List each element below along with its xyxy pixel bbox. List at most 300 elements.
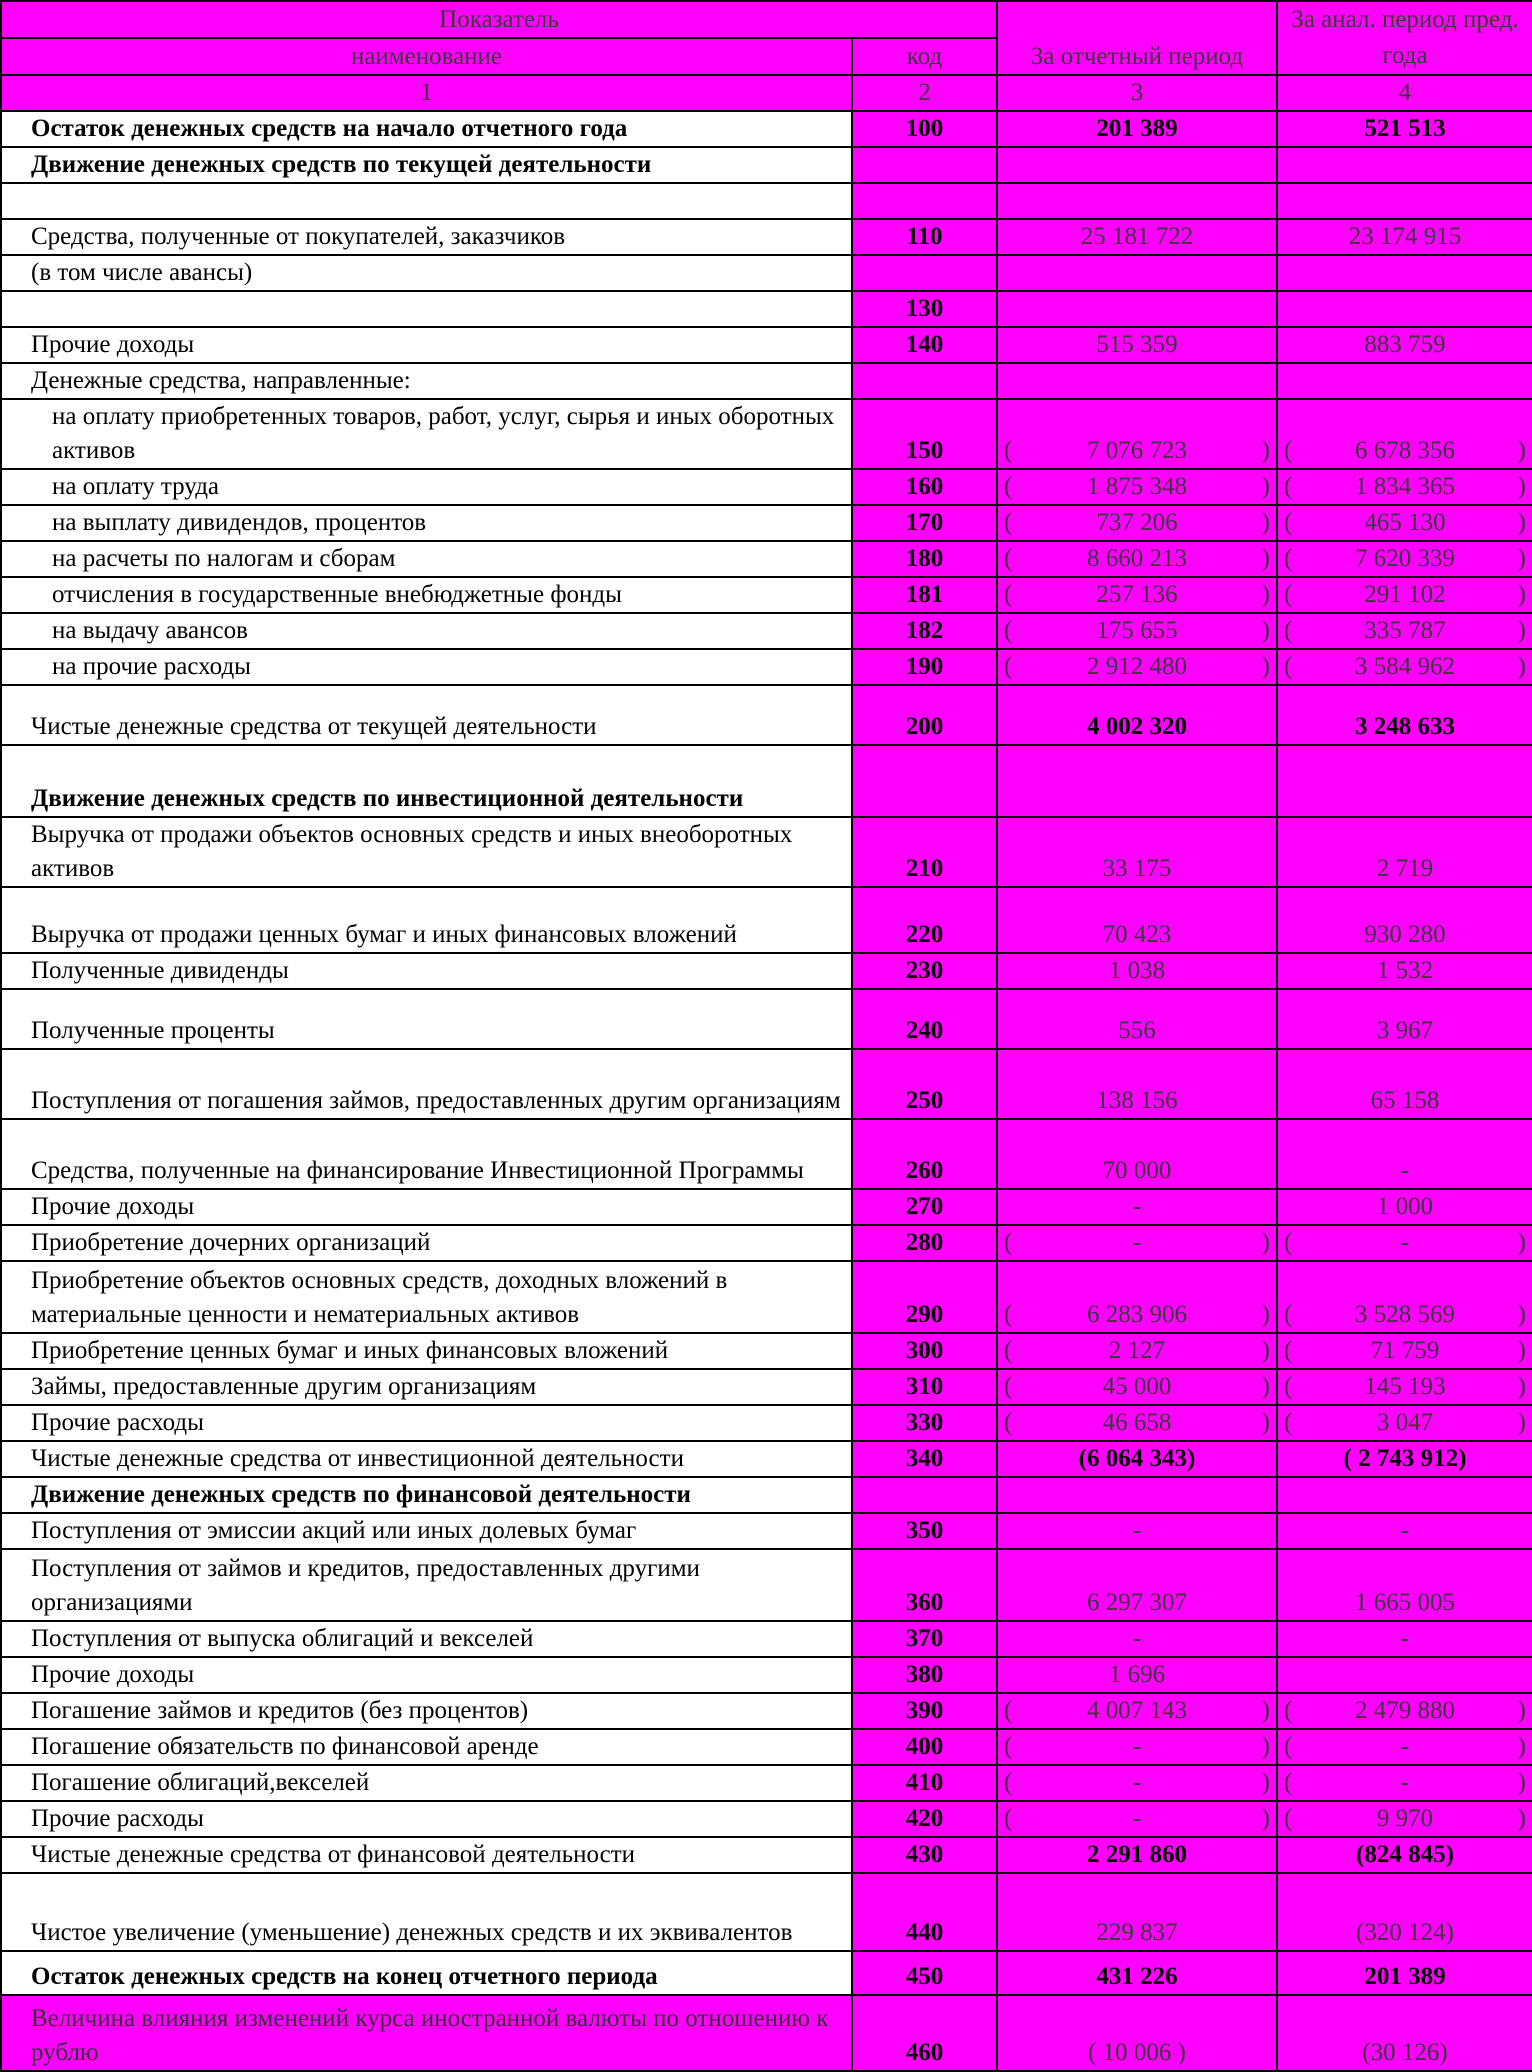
row-name: Прочие доходы <box>1 1657 852 1693</box>
row-name: Чистые денежные средства от инвестиционной деятельности <box>1 1441 852 1477</box>
value-text: 8 660 213 <box>1087 545 1187 572</box>
paren-close: ) <box>1261 1301 1270 1328</box>
paren-open: ( <box>1004 1373 1013 1400</box>
value-text: 23 174 915 <box>1348 223 1462 250</box>
value-text: - <box>1400 1625 1410 1652</box>
paren-open: ( <box>1284 1373 1293 1400</box>
row-code: 380 <box>852 1657 997 1693</box>
table-row <box>1 111 1532 147</box>
row-value-current <box>997 989 1277 1049</box>
table-body <box>1 111 1532 2071</box>
value-text: 145 193 <box>1364 1373 1446 1400</box>
value-text: - <box>1132 1193 1142 1220</box>
paren-close: ) <box>1261 617 1270 644</box>
table-row <box>1 817 1532 887</box>
paren-open: ( <box>1284 1337 1293 1364</box>
table-row <box>1 1189 1532 1225</box>
row-value-current <box>997 1333 1277 1369</box>
row-value-previous <box>1277 1119 1532 1189</box>
row-code: 250 <box>852 1049 997 1119</box>
row-code: 340 <box>852 1441 997 1477</box>
row-value-previous <box>1277 1729 1532 1765</box>
table-row <box>1 363 1532 399</box>
paren-close: ) <box>1517 509 1526 536</box>
row-value-previous <box>1277 111 1532 147</box>
row-value-previous <box>1277 613 1532 649</box>
row-value-current <box>997 291 1277 327</box>
paren-close: ) <box>1517 1733 1526 1760</box>
row-value-previous <box>1277 1369 1532 1405</box>
paren-open: ( <box>1284 473 1293 500</box>
row-value-previous <box>1277 685 1532 745</box>
paren-close: ) <box>1261 1769 1270 1796</box>
header-code: код <box>852 38 997 75</box>
paren-close: ) <box>1517 581 1526 608</box>
value-text: 33 175 <box>1102 855 1172 882</box>
value-text: 175 655 <box>1096 617 1178 644</box>
row-value-current <box>997 255 1277 291</box>
row-value-previous <box>1277 1951 1532 1995</box>
row-value-previous <box>1277 887 1532 953</box>
table-row <box>1 1765 1532 1801</box>
row-code: 182 <box>852 613 997 649</box>
row-code: 130 <box>852 291 997 327</box>
row-value-current <box>997 887 1277 953</box>
row-value-current <box>997 219 1277 255</box>
row-name: Займы, предоставленные другим организациям <box>1 1369 852 1405</box>
row-code <box>852 255 997 291</box>
value-text: 3 047 <box>1376 1409 1434 1436</box>
table-row <box>1 1225 1532 1261</box>
row-name: Погашение обязательств по финансовой аренде <box>1 1729 852 1765</box>
value-text: 291 102 <box>1364 581 1446 608</box>
row-value-previous <box>1277 363 1532 399</box>
row-code: 110 <box>852 219 997 255</box>
row-code <box>852 183 997 219</box>
row-code: 100 <box>852 111 997 147</box>
table-row <box>1 1995 1532 2071</box>
value-text: 2 291 860 <box>1087 1841 1187 1868</box>
paren-open: ( <box>1284 617 1293 644</box>
value-text: 201 389 <box>1364 1963 1446 1990</box>
paren-open: ( <box>1284 545 1293 572</box>
row-value-previous <box>1277 817 1532 887</box>
value-text: 556 <box>1118 1017 1156 1044</box>
row-value-previous <box>1277 1405 1532 1441</box>
row-value-previous <box>1277 219 1532 255</box>
value-text: 6 678 356 <box>1355 437 1455 464</box>
row-name: на оплату труда <box>1 469 852 505</box>
value-text: 1 000 <box>1376 1193 1434 1220</box>
table-row <box>1 541 1532 577</box>
paren-open: ( <box>1004 437 1013 464</box>
value-text: - <box>1400 1157 1410 1184</box>
value-text: 465 130 <box>1364 509 1446 536</box>
row-code: 460 <box>852 1995 997 2071</box>
paren-open: ( <box>1004 1229 1013 1256</box>
row-code: 410 <box>852 1765 997 1801</box>
value-text: (6 064 343) <box>1078 1445 1196 1472</box>
row-code: 300 <box>852 1333 997 1369</box>
row-value-previous <box>1277 291 1532 327</box>
row-code: 420 <box>852 1801 997 1837</box>
row-value-previous <box>1277 147 1532 183</box>
value-text: 4 007 143 <box>1087 1697 1187 1724</box>
row-code <box>852 1477 997 1513</box>
header-col-4: 4 <box>1277 75 1532 111</box>
row-code: 200 <box>852 685 997 745</box>
value-text: 4 002 320 <box>1087 713 1187 740</box>
value-text: 257 136 <box>1096 581 1178 608</box>
row-code: 181 <box>852 577 997 613</box>
row-value-previous <box>1277 953 1532 989</box>
paren-close: ) <box>1517 1337 1526 1364</box>
row-code: 360 <box>852 1549 997 1621</box>
table-row <box>1 147 1532 183</box>
value-text: 65 158 <box>1370 1087 1440 1114</box>
table-row <box>1 1549 1532 1621</box>
table-row <box>1 685 1532 745</box>
table-row <box>1 989 1532 1049</box>
value-text: 3 967 <box>1376 1017 1434 1044</box>
row-value-current <box>997 1995 1277 2071</box>
paren-close: ) <box>1261 653 1270 680</box>
paren-close: ) <box>1517 1769 1526 1796</box>
value-text: 1 532 <box>1376 957 1434 984</box>
row-name: Выручка от продажи ценных бумаг и иных финансовых вложений <box>1 887 852 953</box>
row-name: Чистое увеличение (уменьшение) денежных средств и их эквивалентов <box>1 1873 852 1951</box>
paren-close: ) <box>1261 1733 1270 1760</box>
value-text: 7 076 723 <box>1087 437 1187 464</box>
row-name: Прочие доходы <box>1 327 852 363</box>
value-text: 737 206 <box>1096 509 1178 536</box>
value-text: 70 000 <box>1102 1157 1172 1184</box>
header-col-3: 3 <box>997 75 1277 111</box>
table-row <box>1 1261 1532 1333</box>
row-code: 160 <box>852 469 997 505</box>
value-text: - <box>1400 1769 1410 1796</box>
table-row <box>1 1657 1532 1693</box>
row-value-previous <box>1277 183 1532 219</box>
value-text: 71 759 <box>1370 1337 1440 1364</box>
row-value-current <box>997 1873 1277 1951</box>
row-value-current <box>997 469 1277 505</box>
row-value-current <box>997 1477 1277 1513</box>
row-name: (в том числе авансы) <box>1 255 852 291</box>
row-code: 150 <box>852 399 997 469</box>
paren-open: ( <box>1284 1229 1293 1256</box>
paren-close: ) <box>1517 545 1526 572</box>
row-value-previous <box>1277 1333 1532 1369</box>
row-value-previous <box>1277 1693 1532 1729</box>
paren-open: ( <box>1284 653 1293 680</box>
row-name: Прочие расходы <box>1 1801 852 1837</box>
value-text: - <box>1132 1229 1142 1256</box>
row-code: 240 <box>852 989 997 1049</box>
value-text: - <box>1132 1769 1142 1796</box>
table-row <box>1 1369 1532 1405</box>
row-value-current <box>997 1225 1277 1261</box>
row-name <box>1 183 852 219</box>
row-value-current <box>997 1765 1277 1801</box>
row-value-previous <box>1277 1049 1532 1119</box>
header-col-2: 2 <box>852 75 997 111</box>
paren-open: ( <box>1284 1697 1293 1724</box>
paren-close: ) <box>1261 509 1270 536</box>
header-indicator: Показатель <box>1 1 997 38</box>
row-value-previous <box>1277 327 1532 363</box>
paren-open: ( <box>1004 617 1013 644</box>
table-row <box>1 1477 1532 1513</box>
row-value-current <box>997 745 1277 817</box>
paren-open: ( <box>1004 581 1013 608</box>
paren-close: ) <box>1517 1805 1526 1832</box>
paren-open: ( <box>1004 1697 1013 1724</box>
paren-open: ( <box>1284 437 1293 464</box>
header-previous-period: За анал. период пред. года <box>1277 1 1532 75</box>
row-name: Денежные средства, направленные: <box>1 363 852 399</box>
row-code: 190 <box>852 649 997 685</box>
value-text: - <box>1400 1229 1410 1256</box>
row-name: Поступления от эмиссии акций или иных долевых бумаг <box>1 1513 852 1549</box>
row-value-current <box>997 1621 1277 1657</box>
value-text: 883 759 <box>1364 331 1446 358</box>
row-name: отчисления в государственные внебюджетные фонды <box>1 577 852 613</box>
row-value-current <box>997 953 1277 989</box>
row-code <box>852 363 997 399</box>
table-header <box>1 1 1532 111</box>
row-value-current <box>997 1119 1277 1189</box>
paren-open: ( <box>1004 1769 1013 1796</box>
row-code: 230 <box>852 953 997 989</box>
row-name: Поступления от погашения займов, предоставленных другим организациям <box>1 1049 852 1119</box>
value-text: 2 719 <box>1376 855 1434 882</box>
header-current-period: За отчетный период <box>997 1 1277 75</box>
paren-open: ( <box>1004 1805 1013 1832</box>
paren-close: ) <box>1261 1409 1270 1436</box>
value-text: 335 787 <box>1364 617 1446 644</box>
table-row <box>1 219 1532 255</box>
row-code: 430 <box>852 1837 997 1873</box>
table-row <box>1 577 1532 613</box>
value-text: 2 479 880 <box>1355 1697 1455 1724</box>
value-text: 70 423 <box>1102 921 1172 948</box>
row-code: 170 <box>852 505 997 541</box>
row-value-previous <box>1277 577 1532 613</box>
table-row <box>1 1951 1532 1995</box>
row-value-previous <box>1277 541 1532 577</box>
row-name: Чистые денежные средства от финансовой деятельности <box>1 1837 852 1873</box>
row-code: 180 <box>852 541 997 577</box>
paren-close: ) <box>1261 473 1270 500</box>
paren-open: ( <box>1284 1805 1293 1832</box>
row-code: 350 <box>852 1513 997 1549</box>
row-name: Прочие доходы <box>1 1189 852 1225</box>
row-value-current <box>997 327 1277 363</box>
paren-close: ) <box>1261 1805 1270 1832</box>
value-text: 930 280 <box>1364 921 1446 948</box>
row-code: 370 <box>852 1621 997 1657</box>
value-text: 2 127 <box>1108 1337 1166 1364</box>
paren-close: ) <box>1517 473 1526 500</box>
value-text: ( 10 006 ) <box>1088 2039 1186 2066</box>
row-value-previous <box>1277 1657 1532 1693</box>
row-name: Приобретение ценных бумаг и иных финансовых вложений <box>1 1333 852 1369</box>
value-text: 229 837 <box>1096 1919 1178 1946</box>
table-row <box>1 183 1532 219</box>
header-name: наименование <box>1 38 852 75</box>
paren-close: ) <box>1261 545 1270 572</box>
row-value-current <box>997 577 1277 613</box>
row-value-previous <box>1277 1261 1532 1333</box>
row-value-current <box>997 541 1277 577</box>
row-value-current <box>997 1693 1277 1729</box>
row-code <box>852 745 997 817</box>
row-code: 390 <box>852 1693 997 1729</box>
value-text: 3 584 962 <box>1355 653 1455 680</box>
value-text: - <box>1132 1733 1142 1760</box>
row-name: Величина влияния изменений курса иностранной валюты по отношению к рублю <box>1 1995 852 2071</box>
table-row <box>1 1405 1532 1441</box>
row-value-current <box>997 817 1277 887</box>
row-code: 220 <box>852 887 997 953</box>
paren-close: ) <box>1517 1373 1526 1400</box>
row-name: Движение денежных средств по инвестиционной деятельности <box>1 745 852 817</box>
row-name: Полученные проценты <box>1 989 852 1049</box>
row-value-current <box>997 1049 1277 1119</box>
value-text: - <box>1400 1733 1410 1760</box>
row-value-current <box>997 1801 1277 1837</box>
row-value-previous <box>1277 1873 1532 1951</box>
value-text: 201 389 <box>1096 115 1178 142</box>
row-value-previous <box>1277 745 1532 817</box>
paren-open: ( <box>1004 1337 1013 1364</box>
value-text: 1 875 348 <box>1087 473 1187 500</box>
table-row <box>1 1049 1532 1119</box>
row-name: Поступления от выпуска облигаций и векселей <box>1 1621 852 1657</box>
value-text: 1 665 005 <box>1355 1589 1455 1616</box>
paren-open: ( <box>1284 1301 1293 1328</box>
table-row <box>1 1801 1532 1837</box>
row-value-current <box>997 1951 1277 1995</box>
row-name: Движение денежных средств по текущей деятельности <box>1 147 852 183</box>
row-value-previous <box>1277 255 1532 291</box>
row-name: Погашение займов и кредитов (без процентов) <box>1 1693 852 1729</box>
row-value-current <box>997 1657 1277 1693</box>
value-text: (320 124) <box>1356 1919 1454 1946</box>
row-value-previous <box>1277 649 1532 685</box>
value-text: 1 834 365 <box>1355 473 1455 500</box>
row-name: на оплату приобретенных товаров, работ, услуг, сырья и иных оборотных активов <box>1 399 852 469</box>
value-text: 521 513 <box>1364 115 1446 142</box>
row-code: 310 <box>852 1369 997 1405</box>
row-value-previous <box>1277 399 1532 469</box>
row-value-current <box>997 1405 1277 1441</box>
row-name: Чистые денежные средства от текущей деятельности <box>1 685 852 745</box>
paren-close: ) <box>1517 617 1526 644</box>
row-value-current <box>997 685 1277 745</box>
table-row <box>1 745 1532 817</box>
row-value-previous <box>1277 469 1532 505</box>
row-name <box>1 291 852 327</box>
row-name: Остаток денежных средств на конец отчетного периода <box>1 1951 852 1995</box>
row-value-current <box>997 1189 1277 1225</box>
table-row <box>1 1441 1532 1477</box>
table-row <box>1 1621 1532 1657</box>
paren-close: ) <box>1517 1229 1526 1256</box>
row-code: 290 <box>852 1261 997 1333</box>
row-value-previous <box>1277 1765 1532 1801</box>
paren-open: ( <box>1004 653 1013 680</box>
row-value-current <box>997 183 1277 219</box>
row-name: на выплату дивидендов, процентов <box>1 505 852 541</box>
value-text: 25 181 722 <box>1080 223 1194 250</box>
paren-open: ( <box>1004 545 1013 572</box>
row-code: 330 <box>852 1405 997 1441</box>
value-text: 7 620 339 <box>1355 545 1455 572</box>
paren-open: ( <box>1004 1733 1013 1760</box>
table-row <box>1 613 1532 649</box>
table-row <box>1 1513 1532 1549</box>
value-text: 1 038 <box>1108 957 1166 984</box>
row-name: Приобретение объектов основных средств, доходных вложений в материальные ценности и нематериальных активов <box>1 1261 852 1333</box>
paren-close: ) <box>1261 1697 1270 1724</box>
row-value-previous <box>1277 1441 1532 1477</box>
header-col-1: 1 <box>1 75 852 111</box>
paren-open: ( <box>1004 1301 1013 1328</box>
paren-close: ) <box>1261 581 1270 608</box>
row-code <box>852 147 997 183</box>
value-text: 2 912 480 <box>1087 653 1187 680</box>
paren-open: ( <box>1284 1733 1293 1760</box>
row-name: Полученные дивиденды <box>1 953 852 989</box>
table-row <box>1 327 1532 363</box>
row-value-previous <box>1277 989 1532 1049</box>
row-value-current <box>997 399 1277 469</box>
paren-close: ) <box>1517 1409 1526 1436</box>
row-code: 270 <box>852 1189 997 1225</box>
value-text: - <box>1132 1805 1142 1832</box>
value-text: (30 126) <box>1362 2039 1448 2066</box>
row-value-previous <box>1277 1549 1532 1621</box>
table-row <box>1 1693 1532 1729</box>
row-value-current <box>997 1261 1277 1333</box>
row-name: на прочие расходы <box>1 649 852 685</box>
table-row <box>1 255 1532 291</box>
table-row <box>1 469 1532 505</box>
row-value-current <box>997 111 1277 147</box>
row-value-current <box>997 1549 1277 1621</box>
table-row <box>1 399 1532 469</box>
row-value-previous <box>1277 1621 1532 1657</box>
row-value-current <box>997 649 1277 685</box>
row-name: Прочие расходы <box>1 1405 852 1441</box>
paren-open: ( <box>1004 473 1013 500</box>
paren-open: ( <box>1284 509 1293 536</box>
paren-close: ) <box>1261 1373 1270 1400</box>
row-name: Выручка от продажи объектов основных средств и иных внеоборотных активов <box>1 817 852 887</box>
row-value-current <box>997 1837 1277 1873</box>
row-code: 400 <box>852 1729 997 1765</box>
value-text: 1 696 <box>1108 1661 1166 1688</box>
paren-close: ) <box>1261 437 1270 464</box>
table-row <box>1 505 1532 541</box>
row-value-current <box>997 1369 1277 1405</box>
row-value-previous <box>1277 1837 1532 1873</box>
value-text: 138 156 <box>1096 1087 1178 1114</box>
row-value-current <box>997 505 1277 541</box>
table-row <box>1 1119 1532 1189</box>
